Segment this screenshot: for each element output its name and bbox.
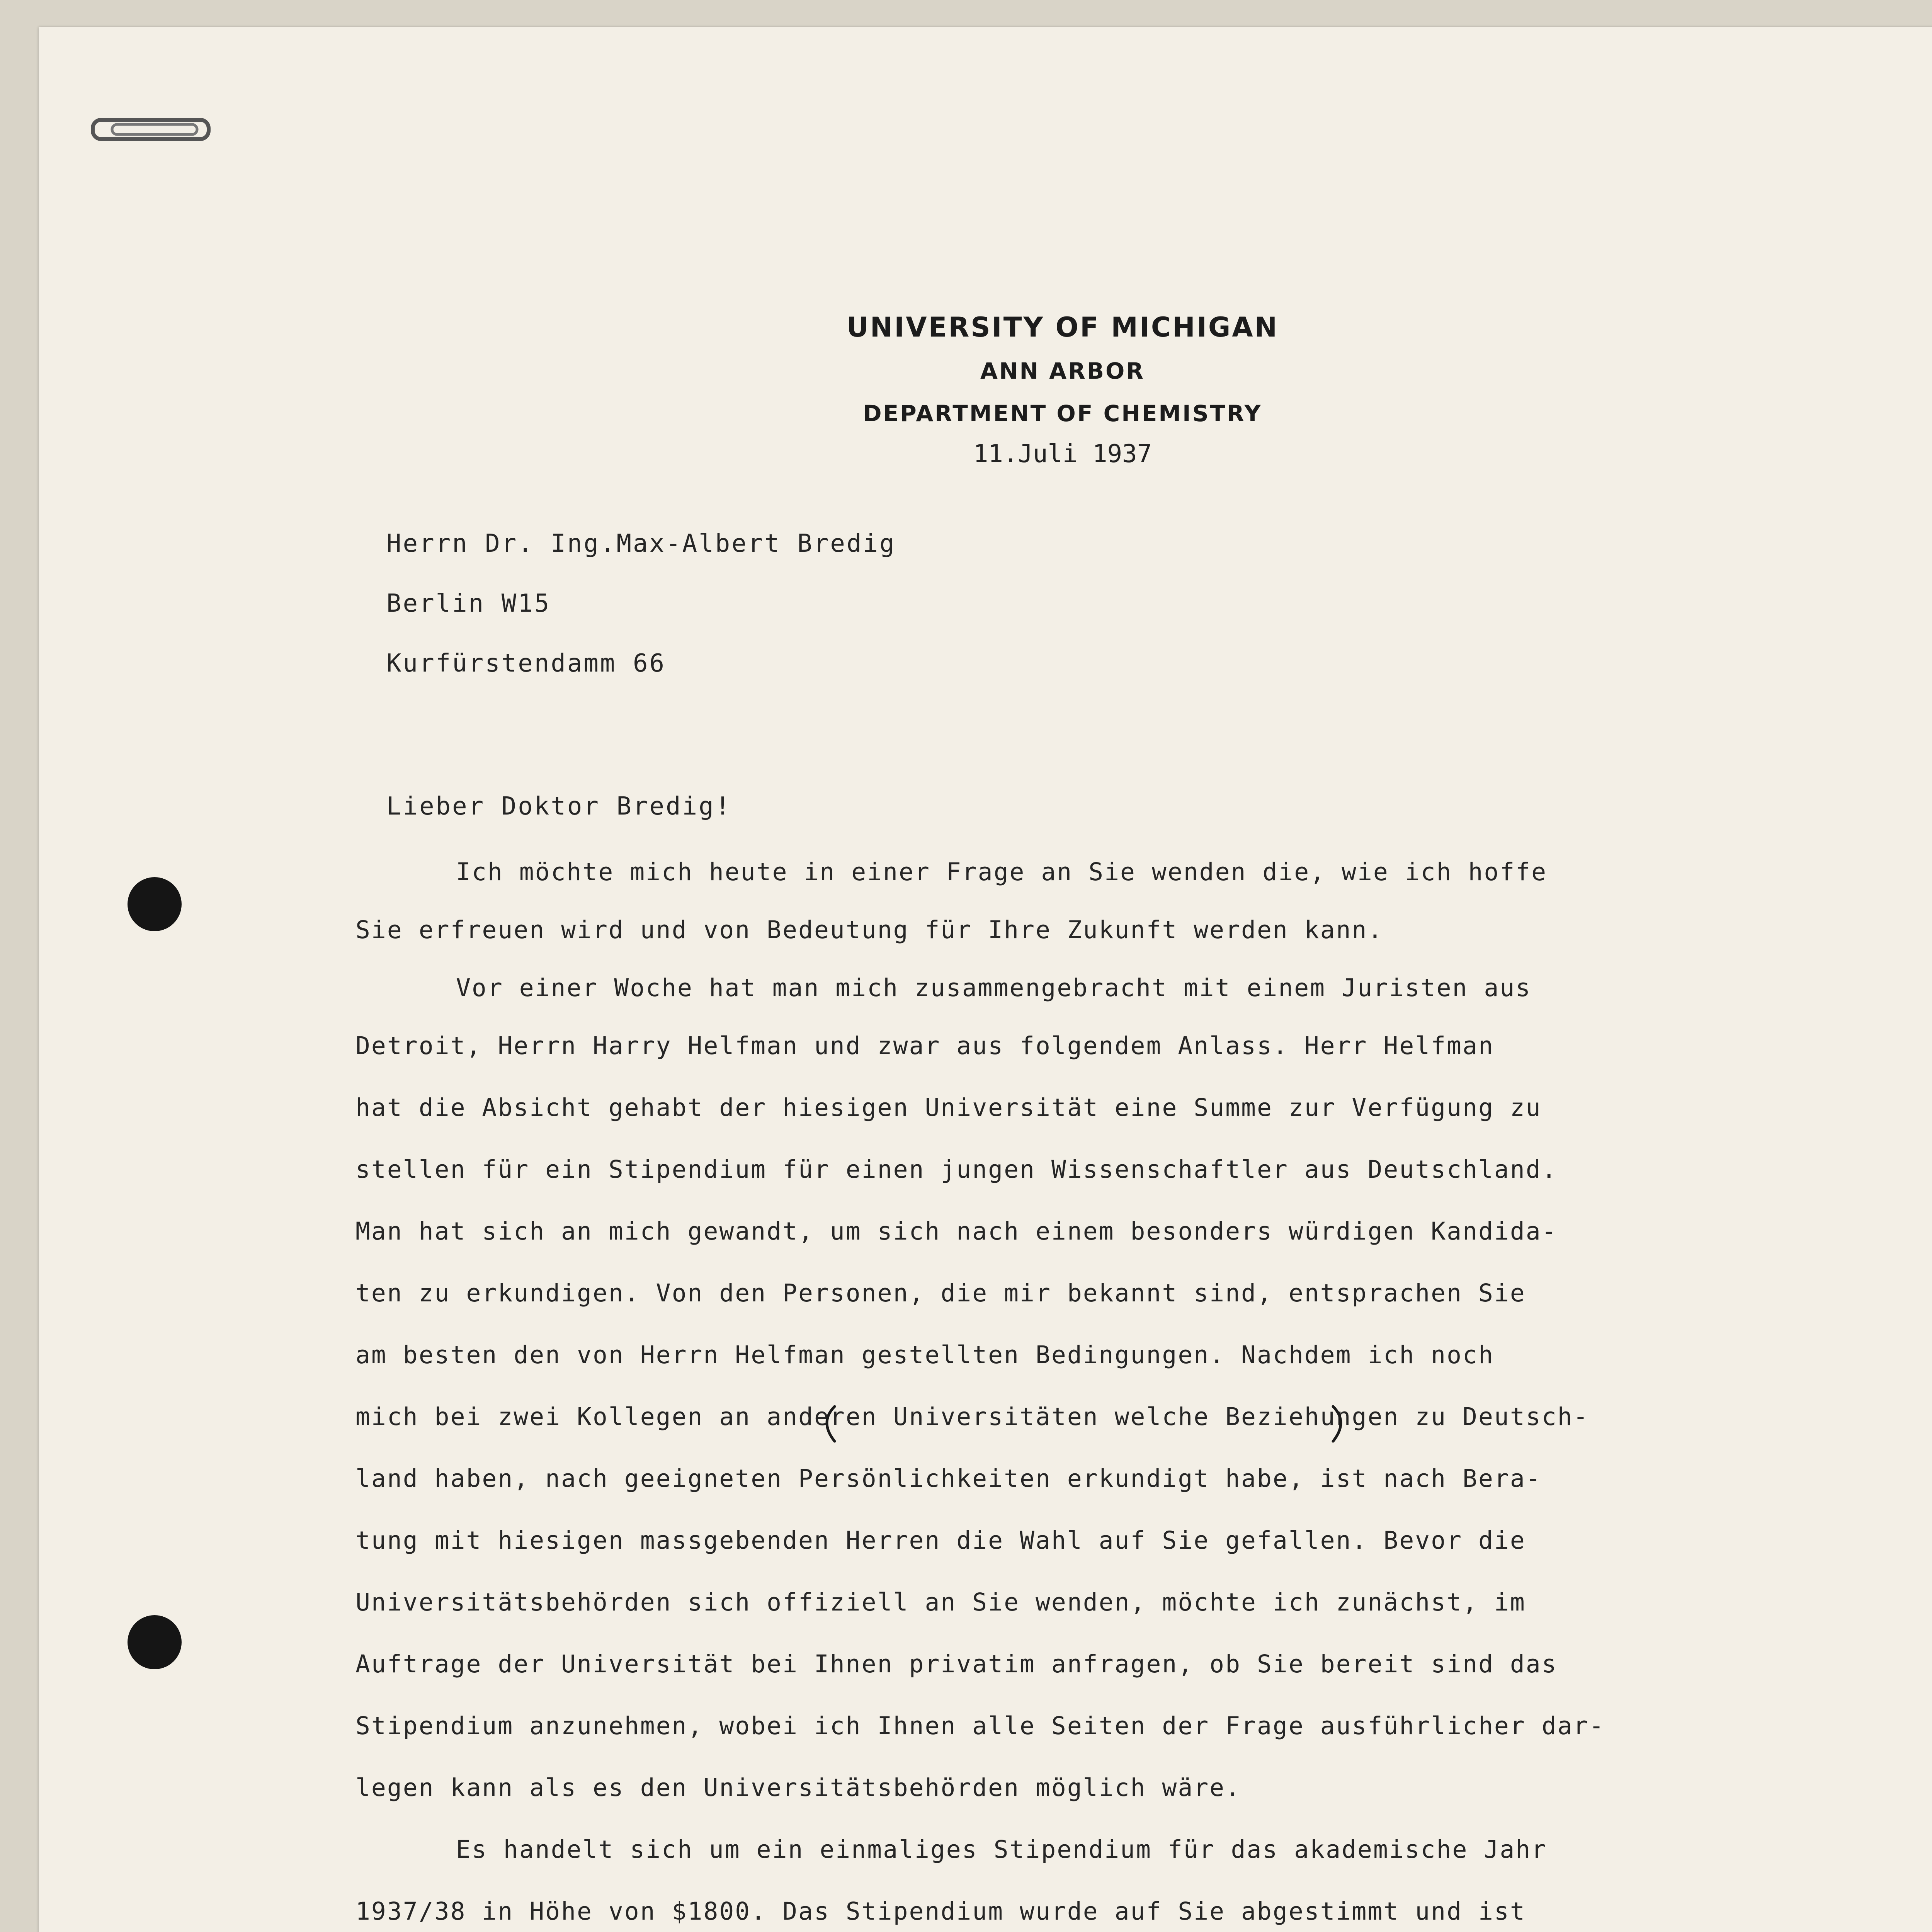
body-line: Auftrage der Universität bei Ihnen privatim anfragen, ob Sie bereit sind das	[355, 1650, 1558, 1678]
body-line: Detroit, Herrn Harry Helfman und zwar aus folgendem Anlass. Herr Helfman	[355, 1032, 1494, 1060]
letter-page	[39, 27, 1932, 1932]
body-line: 1937/38 in Höhe von $1800. Das Stipendium wurde auf Sie abgestimmt und ist	[355, 1897, 1526, 1925]
letter-date: 11.Juli 1937	[973, 440, 1152, 468]
body-line: land haben, nach geeigneten Persönlichkeiten erkundigt habe, ist nach Bera-	[355, 1464, 1542, 1493]
recipient-name: Herrn Dr. Ing.Max-Albert Bredig	[386, 529, 896, 558]
body-line: legen kann als es den Universitätsbehörden möglich wäre.	[355, 1774, 1242, 1802]
body-line: ten zu erkundigen. Von den Personen, die mir bekannt sind, entsprachen Sie	[355, 1279, 1526, 1307]
body-line: Sie erfreuen wird und von Bedeutung für Ihre Zukunft werden kann.	[355, 916, 1384, 944]
body-line: Universitätsbehörden sich offiziell an Sie wenden, möchte ich zunächst, im	[355, 1588, 1526, 1616]
body-line: Es handelt sich um ein einmaliges Stipendium für das akademische Jahr	[456, 1835, 1548, 1864]
recipient-city: Berlin W15	[386, 589, 551, 618]
body-line: Ich möchte mich heute in einer Frage an Sie wenden die, wie ich hoffe	[456, 858, 1548, 886]
paper-clip-icon	[89, 108, 216, 151]
body-line: Vor einer Woche hat man mich zusammengebracht mit einem Juristen aus	[456, 974, 1532, 1002]
body-line: Stipendium anzunehmen, wobei ich Ihnen alle Seiten der Frage ausführlicher dar-	[355, 1712, 1605, 1740]
salutation: Lieber Doktor Bredig!	[386, 792, 732, 821]
body-line: mich bei zwei Kollegen an anderen Universitäten welche Beziehungen zu Deutsch-	[355, 1403, 1589, 1431]
body-line: tung mit hiesigen massgebenden Herren die Wahl auf Sie gefallen. Bevor die	[355, 1526, 1526, 1554]
punch-hole-upper	[128, 877, 182, 931]
letterhead-city: ANN ARBOR	[980, 358, 1145, 384]
letterhead	[657, 305, 1468, 473]
letterhead-university: UNIVERSITY OF MICHIGAN	[846, 311, 1279, 343]
body-line: hat die Absicht gehabt der hiesigen Universität eine Summe zur Verfügung zu	[355, 1094, 1542, 1122]
body-line: am besten den von Herrn Helfman gestellten Bedingungen. Nachdem ich noch	[355, 1341, 1494, 1369]
punch-hole-lower	[128, 1615, 182, 1669]
recipient-street: Kurfürstendamm 66	[386, 649, 666, 678]
body-line: stellen für ein Stipendium für einen jungen Wissenschaftler aus Deutschland.	[355, 1155, 1558, 1184]
letterhead-department: DEPARTMENT OF CHEMISTRY	[863, 400, 1262, 427]
body-line: Man hat sich an mich gewandt, um sich nach einem besonders würdigen Kandida-	[355, 1217, 1558, 1245]
